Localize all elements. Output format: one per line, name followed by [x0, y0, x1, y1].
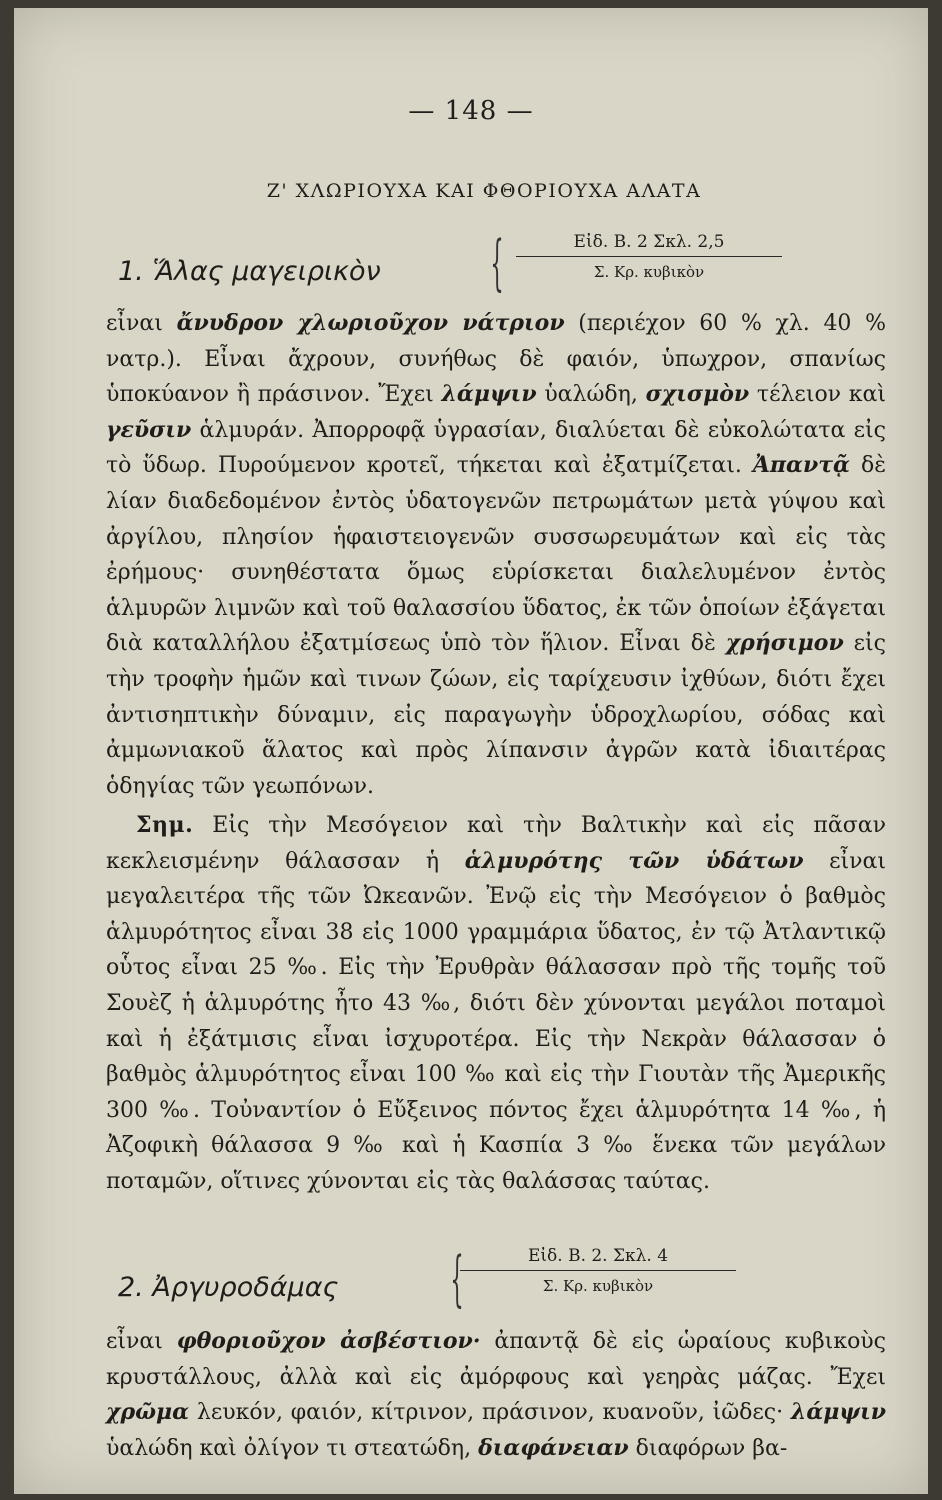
- entry-1-text-7: εἰς τὴν τροφὴν ἡμῶν καὶ τινων ζώων, εἰς ταρίχευσιν ἰχθύων, διότι ἔχει ἀντισηπτικὴν δύναμιν, εἰς παραγωγὴν ὑδροχλωρίου, σόδας καὶ ἀμμωνιακοῦ ἅλατος καὶ πρὸς λίπανσιν ἀγρῶν κατὰ ἰδιαιτέρας ὁδηγίας τῶν γεωπόνων.: [106, 631, 886, 799]
- entry-2-properties: [460, 1246, 736, 1295]
- entry-1-term-6: χρήσιμον: [725, 630, 844, 657]
- entry-1-text-2: (περιέχον 60 % χλ. 40 % νατρ.). Εἶναι ἄχρουν, συνήθως δὲ φαιόν, ὑπωχρον, σπανίως ὑποκύανον ἢ πράσινον. Ἔχει: [106, 311, 887, 408]
- book-page: [14, 8, 928, 1494]
- entry-1-props-line2: Σ. Κρ. κυβικὸν: [593, 263, 705, 281]
- entry-1-term-1: ἄνυδρον χλωριοῦχον νάτριον: [176, 310, 565, 336]
- entry-2-description: [106, 1324, 886, 1466]
- entry-2-title: 2. Ἀργυροδάμας: [118, 1272, 339, 1303]
- entry-2-term-4: διαφάνειαν: [478, 1434, 629, 1461]
- entry-2-props-line2: Σ. Κρ. κυβικὸν: [542, 1277, 654, 1295]
- entry-1-properties: [516, 232, 782, 281]
- note-paragraph: [106, 808, 886, 1200]
- entry-1-text-1: εἶναι: [106, 311, 163, 336]
- entry-1-text-6: δὲ λίαν διαδεδομένον ἐντὸς ὑδατογενῶν πετρωμάτων μετὰ γύψου καὶ ἀργίλου, πλησίον ἡφαιστειογενῶν συσσωρευμάτων καὶ εἰς τὰς ἐρήμους· συνηθέστατα ὅμως εὑρίσκεται διαλελυμένον ἐντὸς ἁλμυρῶν λιμνῶν καὶ τοῦ θαλασσίου ὕδατος, ἐκ τῶν ὁποίων ἐξάγεται διὰ καταλλήλου ἐξατμίσεως ὑπὸ τὸν ἥλιον. Εἶναι δὲ: [106, 453, 887, 657]
- note-term: ἁλμυρότης τῶν ὑδάτων: [464, 847, 804, 874]
- entry-1-header: [14, 230, 928, 310]
- entry-1-description: [106, 306, 886, 804]
- entry-1-term-3: σχισμὸν: [645, 381, 750, 408]
- entry-2-header: [14, 1244, 928, 1324]
- entry-1-title: 1. Ἅλας μαγειρικὸν: [118, 256, 381, 287]
- entry-2-text-4: ὑαλώδη καὶ ὀλίγον τι στεατώδη,: [106, 1435, 472, 1461]
- entry-1-text-4: τέλειον καὶ: [756, 382, 887, 408]
- entry-2-text-3: λευκόν, φαιόν, κίτρινον, πράσινον, κυανοῦν, ἰῶδες·: [196, 1400, 784, 1426]
- entry-1-props-line1: Εἰδ. Β. 2 Σκλ. 2,5: [516, 232, 782, 257]
- entry-2-text-5: διαφόρων βα-: [635, 1435, 788, 1461]
- entry-1-term-2: λάμψιν: [441, 381, 537, 408]
- note-text-1: Εἰς τὴν Μεσόγειον καὶ τὴν Βαλτικὴν καὶ εἰς πᾶσαν κεκλεισμένην θάλασσαν ἡ: [106, 813, 886, 874]
- entry-1-term-5: Ἀπαντᾷ: [752, 452, 850, 479]
- note-label: Σημ.: [136, 812, 194, 838]
- note-text-2: εἶναι μεγαλειτέρα τῆς τῶν Ὠκεανῶν. Ἐνῷ εἰς τὴν Μεσόγειον ὁ βαθμὸς ἁλμυρότητος εἶναι 38 εἰς 1000 γραμμάρια ὕδατος, ἐν τῷ Ἀτλαντικῷ οὗτος εἶναι 25 ‰. Εἰς τὴν Ἐρυθρὰν θάλασσαν πρὸ τῆς τομῆς τοῦ Σουὲζ ἡ ἁλμυρότης ἦτο 43 ‰, διότι δὲν χύνονται μεγάλοι ποταμοὶ καὶ ἡ ἐξάτμισις εἶναι ἰσχυροτέρα. Εἰς τὴν Νεκρὰν θάλασσαν ὁ βαθμὸς ἁλμυρότητος εἶναι 100 ‰ καὶ εἰς τὴν Γιουτὰν τῆς Ἀμερικῆς 300 ‰. Τοὐναντίον ὁ Εὔξεινος πόντος ἔχει ἁλμυρότητα 14 ‰, ἡ Ἀζοφικὴ θάλασσα 9 ‰ καὶ ἡ Κασπία 3 ‰ ἕνεκα τῶν μεγάλων ποταμῶν, οἵτινες χύνονται εἰς τὰς θαλάσσας ταύτας.: [106, 848, 887, 1194]
- entry-2-term-1: φθοριοῦχον ἀσβέστιον·: [176, 1328, 481, 1354]
- entry-2-text-1: εἶναι: [106, 1329, 163, 1354]
- entry-2-props-line1: Εἰδ. Β. 2. Σκλ. 4: [460, 1246, 736, 1271]
- page-number: — 148 —: [408, 96, 534, 126]
- entry-2-term-2: χρῶμα: [106, 1399, 190, 1426]
- brace-icon: {: [450, 1244, 464, 1314]
- entry-1-text-3: ὑαλώδη,: [544, 382, 638, 408]
- entry-1-term-4: γεῦσιν: [106, 416, 192, 443]
- section-title: Ζ' ΧΛΩΡΙΟΥΧΑ ΚΑΙ ΦΘΟΡΙΟΥΧΑ ΑΛΑΤΑ: [266, 180, 702, 202]
- entry-1-text-5: ἁλμυράν. Ἀπορροφᾷ ὑγρασίαν, διαλύεται δὲ εὐκολώτατα εἰς τὸ ὕδωρ. Πυρούμενον κροτεῖ, τήκεται καὶ ἐξατμίζεται.: [106, 417, 886, 479]
- entry-2-term-3: λάμψιν: [790, 1399, 886, 1426]
- entry-2-text-2: ἀπαντᾷ δὲ εἰς ὡραίους κυβικοὺς κρυστάλλους, ἀλλὰ καὶ εἰς ἀμόρφους καὶ γεηρὰς μάζας. Ἔχει: [106, 1329, 887, 1390]
- brace-icon: {: [490, 228, 504, 298]
